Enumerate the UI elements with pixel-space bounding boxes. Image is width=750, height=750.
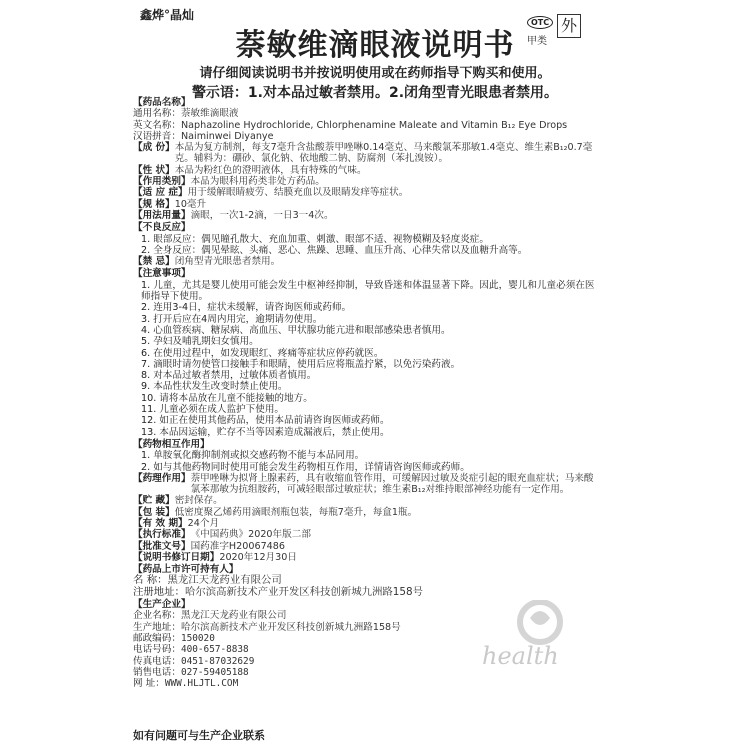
field-label: 注册地址： (133, 585, 185, 598)
contraindications-row (133, 256, 603, 267)
field-label: 名 称： (133, 574, 168, 587)
field-label: 英文名称： (133, 119, 181, 131)
validity-row (133, 518, 603, 529)
field-label: 网 址： (133, 678, 165, 690)
revision-date-row (133, 552, 603, 563)
otc-class-label: 甲类 (527, 36, 547, 47)
section-interactions-heading: 【药物相互作用】 (133, 438, 210, 450)
approval-row (133, 541, 603, 552)
standard-row (133, 529, 603, 540)
english-name-row (133, 120, 603, 131)
field-label: 邮政编码： (133, 632, 181, 644)
field-label: 电话号码： (133, 644, 181, 656)
field-label: 【说明书修订日期】 (133, 551, 220, 563)
field-label: 通用名称： (133, 108, 181, 120)
usage-row (133, 210, 603, 221)
field-label: 传真电话： (133, 655, 181, 667)
field-label: 【作用类别】 (133, 176, 191, 188)
field-value: 本品为眼科用药类非处方药品。 (190, 176, 325, 188)
section-drug-name-heading: 【药品名称】 (133, 97, 191, 108)
field-label: 生产地址： (133, 621, 181, 633)
mah-address-row (133, 587, 603, 598)
field-label: 【适 应 症】 (133, 187, 188, 199)
field-value: 闭角型青光眼患者禁用。 (174, 256, 281, 268)
list-item: 13. 本品因运输，贮存不当等因素造成漏液后，禁止使用。 (141, 426, 390, 438)
field-value: 滴眼，一次1-2滴，一日3一4次。 (190, 209, 334, 221)
section-mah-heading: 【药品上市许可持有人】 (133, 564, 239, 576)
health-watermark-text: health (482, 642, 559, 670)
list-item: 8. 对本品过敏者禁用，过敏体质者慎用。 (141, 370, 317, 382)
specification-row (133, 199, 603, 210)
list-item: 5. 孕妇及哺乳期妇女慎用。 (141, 336, 259, 348)
field-value: 《中国药典》2020年版二部 (190, 529, 311, 541)
field-value: 本品为复方制剂，每支7毫升含盐酸萘甲唑啉0.14毫克、马来酸氯苯那敏1.4毫克、维生素B₁₂0.7毫克。辅料为：硼砂、氯化钠、依地酸二钠、防腐剂（苯扎溴铵）。 (174, 142, 593, 165)
pharmacology-row (133, 473, 603, 496)
list-item: 1. 单胺氧化酶抑制剂或拟交感药物不能与本品同用。 (141, 450, 365, 462)
field-label: 【执行标准】 (133, 529, 191, 541)
field-value: 哈尔滨高新技术产业开发区科技创新城九洲路158号 (180, 621, 401, 633)
brand-logo-text: 鑫烨°晶灿 (140, 8, 195, 22)
packaging-row (133, 507, 603, 518)
field-value: WWW.HLJTL.COM (164, 678, 239, 690)
section-precautions-heading: 【注意事项】 (133, 268, 191, 280)
list-item: 1. 儿童，尤其是婴儿使用可能会发生中枢神经抑制，导致昏迷和体温显著下降。因此，婴儿和儿童必须在医师指导下使用。 (141, 279, 595, 303)
composition-row (133, 142, 603, 165)
list-item: 10. 请将本品放在儿童不能接触的地方。 (141, 392, 313, 404)
field-label: 销售电话： (133, 666, 181, 678)
properties-row (133, 165, 603, 176)
list-item: 6. 在使用过程中，如发现眼红、疼痛等症状应停药就医。 (141, 347, 384, 359)
field-label: 【禁 忌】 (133, 256, 175, 268)
field-value: 本品为粉红色的澄明液体，具有特殊的气味。 (174, 164, 367, 176)
list-item: 7. 滴眼时请勿使管口接触手和眼睛，使用后应将瓶盖拧紧，以免污染药液。 (141, 358, 461, 370)
field-value: 24个月 (187, 517, 220, 529)
generic-name-row (133, 108, 603, 119)
field-label: 【规 格】 (133, 198, 175, 210)
field-label: 【有 效 期】 (133, 517, 188, 529)
field-value: 黑龙江天龙药业有限公司 (180, 610, 287, 622)
list-item: 9. 本品性状发生改变时禁止使用。 (141, 381, 288, 393)
field-label: 汉语拼音： (133, 130, 181, 142)
field-label: 企业名称： (133, 610, 181, 622)
list-item: 12. 如正在使用其他药品，使用本品前请咨询医师或药师。 (141, 415, 390, 427)
field-label: 【批准文号】 (133, 540, 191, 552)
field-value: 10毫升 (174, 198, 207, 210)
field-label: 【药理作用】 (133, 472, 191, 484)
field-value: 哈尔滨高新技术产业开发区科技创新城九洲路158号 (184, 585, 423, 598)
otc-badge: OTC (527, 16, 553, 29)
field-value: 萘敏维滴眼液 (180, 108, 239, 120)
warning-line: 警示语：1.对本品过敏者禁用。2.闭角型青光眼患者禁用。 (191, 85, 559, 101)
contact-footer: 如有问题可与生产企业联系 (133, 729, 265, 742)
field-value: 0451-87032629 (180, 655, 255, 667)
list-item: 2. 连用3-4日，症状未缓解，请咨询医师或药师。 (141, 302, 352, 314)
field-label: 【包 装】 (133, 506, 175, 518)
list-item: 2. 全身反应：偶见晕眩、头痛、恶心、焦躁、思睡、血压升高、心律失常以及血糖升高等。 (141, 244, 528, 256)
section-manufacturer-heading: 【生产企业】 (133, 599, 191, 611)
field-value: 低密度聚乙烯药用滴眼剂瓶包装，每瓶7毫升，每盒1瓶。 (174, 506, 418, 518)
list-item: 11. 儿童必须在成人监护下使用。 (141, 404, 285, 416)
instruction-line: 请仔细阅读说明书并按说明使用或在药师指导下购买和使用。 (199, 66, 551, 81)
section-adverse-reactions-heading: 【不良反应】 (133, 222, 191, 234)
field-value: 国药准字H20067486 (190, 540, 285, 552)
indications-row (133, 187, 603, 198)
pinyin-row (133, 131, 603, 142)
document-title: 萘敏维滴眼液说明书 (235, 28, 515, 63)
field-value: 密封保存。 (174, 495, 223, 507)
field-value: 萘甲唑啉为拟肾上腺素药，具有收缩血管作用，可缓解因过敏及炎症引起的眼充血症状；马来酸氯苯那敏为抗组胺药，可减轻眼部过敏症状；维生素B₁₂对维持眼部神经功能有一定作用。 (190, 472, 594, 496)
category-row (133, 176, 603, 187)
field-value: 027-59405188 (180, 666, 249, 678)
website-row (133, 678, 603, 689)
storage-row (133, 495, 603, 506)
list-item: 2. 如与其他药物同时使用可能会发生药物相互作用，详情请咨询医师或药师。 (141, 461, 470, 473)
field-value: 黑龙江天龙药业有限公司 (167, 574, 282, 587)
field-label: 【成 份】 (133, 142, 175, 154)
external-use-badge: 外 (557, 14, 581, 38)
field-value: Naiminwei Diyanye (180, 130, 274, 142)
list-item: 4. 心血管疾病、糖尿病、高血压、甲状腺功能亢进和眼部感染患者慎用。 (141, 324, 451, 336)
list-item: 3. 打开后应在4周内用完，逾期请勿使用。 (141, 313, 323, 325)
list-item: 1. 眼部反应：偶见瞳孔散大、充血加重、刺激、眼部不适、视物模糊及轻度炎症。 (141, 233, 489, 245)
field-value: 用于缓解眼睛疲劳、结膜充血以及眼睛发痒等症状。 (187, 187, 409, 199)
field-label: 【性 状】 (133, 164, 175, 176)
field-label: 【用法用量】 (133, 209, 191, 221)
field-value: 400-657-8838 (180, 644, 249, 656)
field-value: 150020 (180, 632, 215, 644)
field-value: Naphazoline Hydrochloride, Chlorphenamine Maleate and Vitamin B₁₂ Eye Drops (180, 119, 568, 131)
field-value: 2020年12月30日 (219, 551, 297, 563)
field-label: 【贮 藏】 (133, 495, 175, 507)
